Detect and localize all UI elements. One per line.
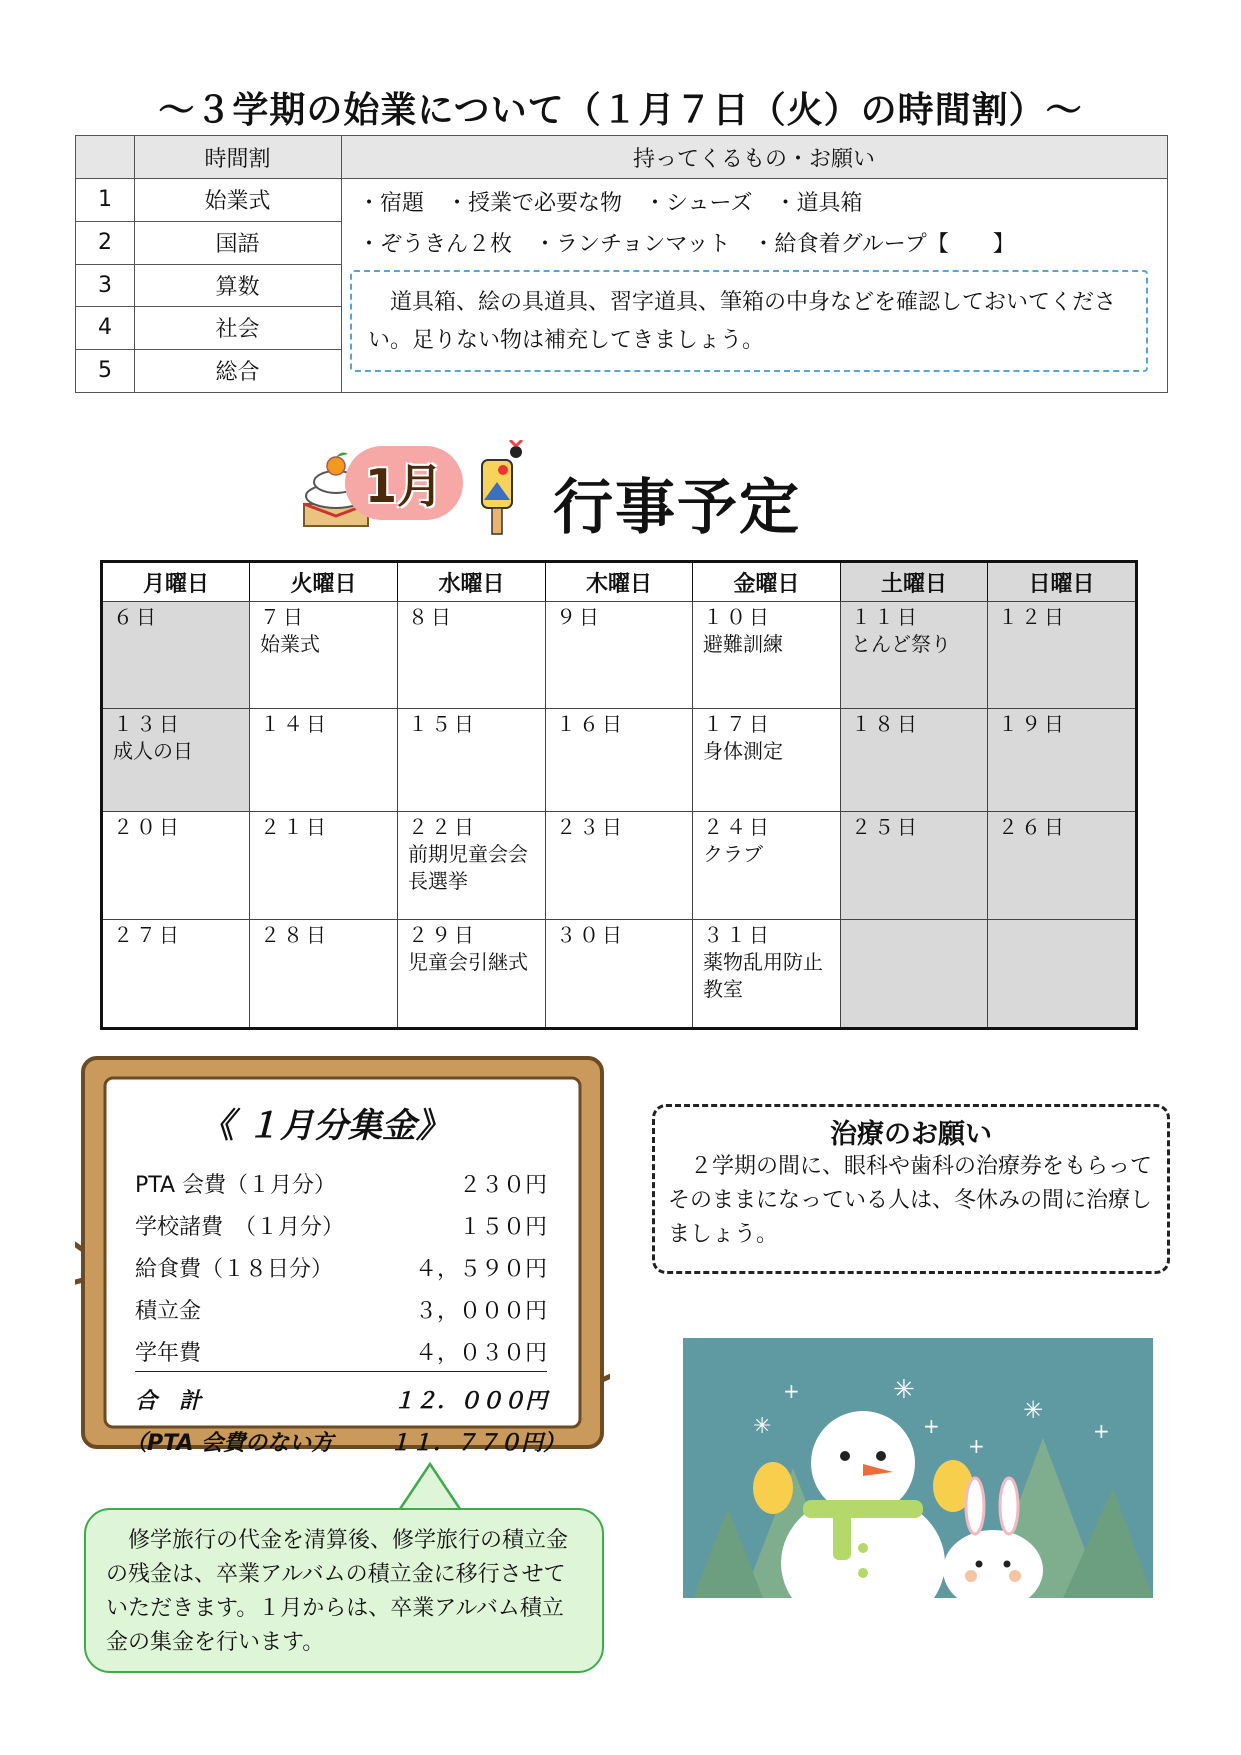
calendar-event: 始業式 xyxy=(260,632,320,656)
period-number: 2 xyxy=(98,230,112,255)
timetable-header-items: 持ってくるもの・お願い xyxy=(341,136,1167,178)
calendar-date: １１日 xyxy=(851,605,920,629)
page-title: ～３学期の始業について（１月７日（火）の時間割）～ xyxy=(158,90,1083,131)
weekday-header: 日曜日 xyxy=(988,563,1135,601)
calendar-cell xyxy=(103,708,250,811)
weekday-header: 水曜日 xyxy=(398,563,546,601)
period-number: 4 xyxy=(98,315,112,340)
event-calendar xyxy=(100,560,1138,1030)
calendar-date: ２６日 xyxy=(998,815,1067,839)
svg-text:+: + xyxy=(923,1414,940,1438)
calendar-cell xyxy=(693,601,841,708)
period-number: 5 xyxy=(98,358,112,383)
calendar-event: とんど祭り xyxy=(851,632,951,656)
calendar-cell xyxy=(988,601,1135,708)
period-subject: 総合 xyxy=(215,360,260,385)
items-line: ・宿題 ・授業で必要な物 ・シューズ ・道具箱 xyxy=(358,191,863,216)
svg-text:+: + xyxy=(968,1434,985,1458)
notice-box: 道具箱、絵の具道具、習字道具、筆箱の中身などを確認しておいてください。足りない物は補充してきましょう。 xyxy=(350,270,1148,372)
calendar-date: ３１日 xyxy=(703,923,772,947)
calendar-date: １７日 xyxy=(703,712,772,736)
calendar-cell xyxy=(398,708,546,811)
calendar-date: １４日 xyxy=(260,712,329,736)
calendar-event: 前期児童会会長選挙 xyxy=(408,842,528,893)
fee-label: PTA 会費（１月分） xyxy=(135,1173,337,1198)
calendar-event: 成人の日 xyxy=(113,739,193,763)
calendar-date: ２７日 xyxy=(113,923,182,947)
calendar-event: 薬物乱用防止教室 xyxy=(703,950,823,1001)
calendar-cell xyxy=(988,811,1135,919)
svg-text:✳: ✳ xyxy=(1023,1396,1044,1424)
calendar-date: １８日 xyxy=(851,712,920,736)
calendar-cell xyxy=(546,919,693,1027)
fee-row xyxy=(135,1294,547,1325)
weekday-header: 金曜日 xyxy=(693,563,841,601)
calendar-cell xyxy=(398,811,546,919)
calendar-cell xyxy=(103,811,250,919)
event-title: 行事予定 xyxy=(553,473,801,543)
weekday-header: 月曜日 xyxy=(103,563,250,601)
calendar-date: １６日 xyxy=(556,712,625,736)
calendar-cell xyxy=(693,919,841,1027)
calendar-cell xyxy=(841,708,988,811)
total-row xyxy=(135,1384,547,1415)
calendar-cell xyxy=(546,708,693,811)
treatment-title: 治療のお願い xyxy=(830,1119,992,1150)
total-amount: １２．０００円 xyxy=(392,1389,547,1414)
items-line: ・ぞうきん２枚 ・ランチョンマット ・給食着グループ【 】 xyxy=(358,232,1015,257)
fee-label: 給食費（１８日分） xyxy=(135,1257,334,1282)
period-subject: 算数 xyxy=(215,274,260,300)
calendar-cell xyxy=(250,708,398,811)
treatment-body: ２学期の間に、眼科や歯科の治療券をもらってそのままになっている人は、冬休みの間に治療しましょう。 xyxy=(668,1154,1153,1247)
calendar-date: ２１日 xyxy=(260,815,329,839)
fee-row xyxy=(135,1210,547,1241)
total-label: 合 計 xyxy=(135,1389,202,1414)
calendar-date: １３日 xyxy=(113,712,182,736)
period-subject: 国語 xyxy=(215,232,260,257)
bubble-tail xyxy=(390,1460,470,1514)
calendar-date: ９日 xyxy=(556,605,602,629)
calendar-date: １０日 xyxy=(703,605,772,629)
calendar-date: ６日 xyxy=(113,605,159,629)
no-pta-row xyxy=(125,1426,565,1457)
calendar-cell xyxy=(103,919,250,1027)
calendar-date: ２５日 xyxy=(851,815,920,839)
calendar-cell xyxy=(546,811,693,919)
calendar-date: ２０日 xyxy=(113,815,182,839)
snowman-illustration xyxy=(683,1338,1153,1598)
fee-label: 学校諸費 （１月分） xyxy=(135,1215,345,1240)
calendar-cell xyxy=(988,708,1135,811)
calendar-cell xyxy=(250,811,398,919)
calendar-date: １２日 xyxy=(998,605,1067,629)
calendar-cell xyxy=(250,601,398,708)
fee-label: 学年費 xyxy=(135,1341,202,1366)
calendar-event: クラブ xyxy=(703,842,763,866)
calendar-cell xyxy=(841,811,988,919)
calendar-cell xyxy=(103,601,250,708)
calendar-date: ２３日 xyxy=(556,815,625,839)
calendar-cell xyxy=(841,601,988,708)
timetable-header-schedule: 時間割 xyxy=(134,136,341,178)
calendar-date: ８日 xyxy=(408,605,454,629)
calendar-date: ２９日 xyxy=(408,923,477,947)
fee-amount: １５０円 xyxy=(458,1215,547,1240)
calendar-date: ２８日 xyxy=(260,923,329,947)
fee-amount: ３，０００円 xyxy=(414,1299,547,1324)
calendar-date: ２４日 xyxy=(703,815,772,839)
svg-text:✳: ✳ xyxy=(753,1414,772,1439)
calendar-cell xyxy=(988,919,1135,1027)
calendar-cell xyxy=(841,919,988,1027)
hagoita-icon xyxy=(470,440,530,540)
calendar-event: 児童会引継式 xyxy=(408,950,528,974)
period-subject: 始業式 xyxy=(204,189,271,214)
fee-row xyxy=(135,1252,547,1283)
period-subject: 社会 xyxy=(215,317,260,342)
calendar-cell xyxy=(398,919,546,1027)
calendar-date: １９日 xyxy=(998,712,1067,736)
calendar-date: ２２日 xyxy=(408,815,477,839)
calendar-cell xyxy=(250,919,398,1027)
fee-row xyxy=(135,1336,547,1372)
svg-text:✳: ✳ xyxy=(893,1375,915,1405)
svg-text:+: + xyxy=(783,1379,800,1403)
fee-amount: ４，５９０円 xyxy=(414,1257,547,1282)
no-pta-amount: １１．７７０円） xyxy=(388,1431,565,1456)
fee-amount: ２３０円 xyxy=(458,1173,547,1198)
collection-title: 《 １月分集金》 xyxy=(200,1106,450,1146)
period-number: 3 xyxy=(98,272,112,298)
album-notice-bubble: 修学旅行の代金を清算後、修学旅行の積立金の残金は、卒業アルバムの積立金に移行させていただきます。１月からは、卒業アルバム積立金の集金を行います。 xyxy=(84,1508,604,1673)
calendar-cell xyxy=(398,601,546,708)
calendar-cell xyxy=(693,811,841,919)
svg-text:+: + xyxy=(1093,1419,1110,1443)
fee-row xyxy=(135,1168,547,1199)
calendar-date: ３０日 xyxy=(556,923,625,947)
calendar-event: 避難訓練 xyxy=(703,632,783,656)
fee-amount: ４，０３０円 xyxy=(414,1341,547,1366)
timetable-header-blank xyxy=(76,136,134,178)
fee-label: 積立金 xyxy=(135,1299,202,1324)
month-badge: 1月 xyxy=(345,446,463,520)
calendar-cell xyxy=(693,708,841,811)
period-number: 1 xyxy=(98,187,112,212)
calendar-date: １５日 xyxy=(408,712,477,736)
weekday-header: 木曜日 xyxy=(546,563,693,601)
weekday-header: 土曜日 xyxy=(841,563,988,601)
no-pta-label: （PTA 会費のない方 xyxy=(125,1431,334,1456)
calendar-event: 身体測定 xyxy=(703,739,783,763)
calendar-cell xyxy=(546,601,693,708)
weekday-header: 火曜日 xyxy=(250,563,398,601)
calendar-date: ７日 xyxy=(260,605,306,629)
